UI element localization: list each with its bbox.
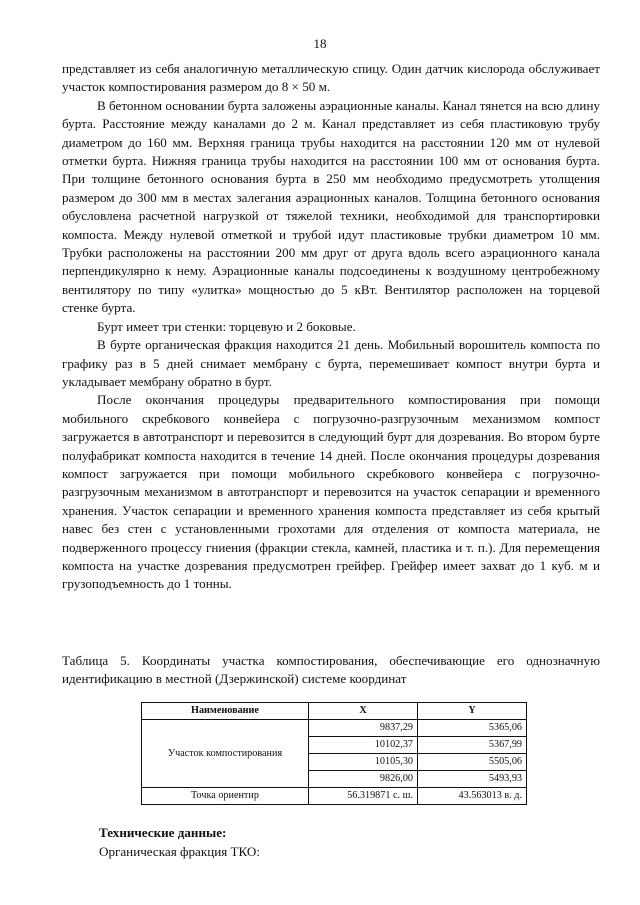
paragraph: После окончания процедуры предварительного компостирования при помощи мобильного скребкового конвейера с погрузочно-разгрузочным механизмом компост загружается в автотранспорт и перевозится в следующий бурт для дозревания. Во втором бурте полуфабрикат компоста находится в течение 14 дней. После окончания процедуры дозревания компост загружается при помощи мобильного скребкового конвейера с погрузочно-разгрузочным механизмом в автотранспорт и перевозится на участок сепарации и временного хранения. Участок сепарации и временного хранения компоста представляет из себя крытый навес без стен с установленными грохотами для отделения от компоста материала, не подверженного процессу гниения (фракции стекла, камней, пластика и т. п.). Для перемещения компоста на участке дозревания предусмотрен грейфер. Грейфер имеет захват до 1 куб. м и грузоподъемность до 1 тонны. (62, 392, 600, 592)
x-cell: 56.319871 с. ш. (309, 788, 418, 805)
body-text (62, 60, 600, 594)
technical-line: Органическая фракция ТКО: (99, 844, 261, 859)
y-cell: 5367,99 (418, 737, 527, 754)
paragraph: Бурт имеет три стенки: торцевую и 2 боковые. (97, 318, 356, 334)
group-label-cell: Участок компостирования (142, 720, 309, 788)
page-number: 18 (313, 36, 327, 51)
paragraph: В бурте органическая фракция находится 21 день. Мобильный ворошитель компоста по графику раз в 5 дней снимает мембрану с бурта, перемешивает компост внутри бурта и укладывает мембрану обратно в бурт. (62, 337, 600, 389)
header-x: X (309, 703, 418, 720)
x-cell: 9837,29 (309, 720, 418, 737)
paragraph: представляет из себя аналогичную металлическую спицу. Один датчик кислорода обслуживает участок компостирования размером до 8 × 50 м. (62, 61, 600, 95)
y-cell: 5493,93 (418, 771, 527, 788)
table-row (142, 720, 527, 737)
orient-name-cell: Точка ориентир (142, 788, 309, 805)
table-header-row (142, 703, 527, 720)
y-cell: 5365,06 (418, 720, 527, 737)
x-cell: 10102,37 (309, 737, 418, 754)
x-cell: 10105,30 (309, 754, 418, 771)
y-cell: 43.563013 в. д. (418, 788, 527, 805)
paragraph: В бетонном основании бурта заложены аэрационные каналы. Канал тянется на всю длину бурта. Расстояние между каналами до 2 м. Канал представляет из себя пластиковую трубу диаметром до 160 мм. Верхняя граница трубы находится на расстоянии 120 мм от нулевой отметки бурта. Нижняя граница трубы находится на расстоянии 100 мм от основания бурта. При толщине бетонного основания бурта в 250 мм необходимо предусмотреть утолщения размером до 300 мм в местах залегания аэрационных каналов. Толщина бетонного основания обусловлена расчетной нагрузкой от тяжелой техники, необходимой для транспортировки компоста. Между нулевой отметкой и трубой идут пластиковые трубки диаметром 10 мм. Трубки расположены на расстоянии 200 мм друг от друга вдоль всего аэрационного канала перпендикулярно к нему. Аэрационные каналы подсоединены к воздушному центробежному вентилятору по типу «улитка» мощностью до 5 кВт. Вентилятор расположен на торцевой стенке бурта. (62, 97, 600, 316)
table-caption: Таблица 5. Координаты участка компостирования, обеспечивающие его однозначную идентификацию в местной (Дзержинской) системе координат (62, 653, 600, 687)
y-cell: 5505,06 (418, 754, 527, 771)
coordinates-table (141, 702, 527, 805)
header-name: Наименование (142, 703, 309, 720)
technical-heading: Технические данные: (99, 825, 227, 840)
header-y: Y (418, 703, 527, 720)
table-row (142, 788, 527, 805)
x-cell: 9826,00 (309, 771, 418, 788)
